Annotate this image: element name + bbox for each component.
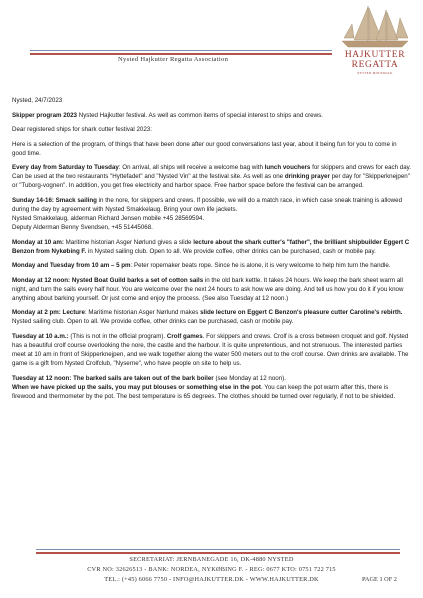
rope-paragraph: Monday and Tuesday from 10 am – 5 pm: Peter ropemaker beats rope. Since he is alone, it is very welcome to help him turn the handle.	[12, 262, 391, 270]
logo-subtitle: NYSTED MOLEDOCK	[357, 71, 393, 75]
tuesday-12-paragraph: Tuesday at 12 noon: The barked sails are taken out of the bark boiler (see Monday at 12 noon). When we have picked up the sails, you may put blouses or something else in the pot. You can keep the pot warm after this, there is firewood and thermometer by the pot. The best temperature is 65 degrees. The clothes should be turned over regularly, if not to be shielded.	[12, 374, 396, 400]
letter-date: Nysted, 24/7/2023	[12, 97, 63, 104]
letterhead	[0, 0, 423, 80]
logo	[334, 4, 416, 76]
header-rule-red	[30, 53, 332, 55]
greeting: Dear registered ships for shark cutter festival 2023:	[12, 126, 152, 134]
logo-title-line1: HAJKUTTER	[344, 50, 406, 60]
footer-rule-blue	[36, 549, 400, 550]
footer	[0, 544, 423, 598]
sunday-paragraph: Sunday 14-16: Smack sailing in the nore, for skippers and crews. If possible, we will do a match race, in which case sneak training is allowed during the day by agreement with Nysted Smakkelaug. Bring your own life jackets. Nysted Smakkelaug, alderman Richard Jensen mobile +45 28569594. Deputy Alderman Benny Svendsen, +45 51445068.	[12, 196, 403, 231]
page-number: PAGE 1 OF 2	[362, 576, 397, 583]
association-name: Nysted Hajkutter Regatta Association	[118, 56, 229, 63]
every-day-paragraph: Every day from Saturday to Tuesday: On arrival, all ships will receive a welcome bag with lunch vouchers for skippers and crews for each day. Can be used at the two restaurants "Hyttefadet" and "Nysted Vin" at the festival site. As well as one drinking prayer per day for "Skipperknejpen" or "Tuborg-vognen". In addition, you get free electricity and harbor space. Free harbor space before the festival can be arranged.	[12, 164, 412, 190]
sailing-ship-icon	[334, 4, 416, 50]
bark-paragraph: Monday at 12 noon: Nysted Boat Guild barks a set of cotton sails in the old bark kettle. It takes 24 hours. We keep the bark sheet warm all night, and turn the sails every half hour. You are welcome over the next 24 hours to ask how we are doing. And tell us how you do it if you know anything about barking yourself. Or just come and enjoy the process. (See also Tuesday at 12 noon.)	[12, 276, 404, 302]
footer-rule-red	[36, 552, 400, 554]
intro-paragraph: Skipper program 2023 Nysted Hajkutter festival. As well as common items of special interest to ships and crews.	[12, 111, 323, 119]
croquet-paragraph: Tuesday at 10 a.m.: (This is not in the official program). Crolf games. For skippers and crews. Crolf is a cross between croquet and golf. Nysted has a beautiful crolf course overlooking the nore, the castle and the harbour. It is quite unpretentious, and not strenuous. The interested parties meet at 10 am in front of Skipperknejpen, and we walk together along the water 500 meters out to the crolf course. Own drinks are available. The game is a gift from Nysted Crolfclub, "Nyserne", who have people on site to help us.	[12, 332, 409, 367]
footer-bank: CVR NO: 32626513 - BANK: NORDEA, NYKØBING F. - REG: 0677 KTO: 0751 722 715	[87, 566, 336, 573]
program-title: Skipper program 2023	[12, 111, 77, 119]
monday-2-paragraph: Monday at 2 pm: Lecture: Maritime historian Asger Nørlund makes slide lecture on Eggert C Benzon's pleasure cutter Caroline's rebirth. Nysted sailing club. Open to all. We provide coffee, other drinks can be purchased, cash or mobile pay.	[12, 309, 403, 326]
letter-body	[12, 96, 412, 406]
header-rule-blue	[30, 50, 332, 51]
footer-contact: TEL.: (+45) 6066 7750 - INFO@HAJKUTTER.DK - WWW.HAJKUTTER.DK	[104, 576, 319, 583]
monday-10-paragraph: Monday at 10 am: Maritime historian Asger Nørlund gives a slide lecture about the shark cutter's "father", the brilliant shipbuilder Eggert C Benzon from Nykøbing F. in Nysted sailing club. Open to all. We provide coffee, other drinks can be purchased, cash or mobile pay.	[12, 238, 410, 255]
logo-title-line2: REGATTA	[351, 60, 399, 70]
footer-address: SECRETARIAT: JERNBANEGADE 16, DK-4880 NYSTED	[129, 556, 294, 563]
selection-paragraph: Here is a selection of the program, of things that have been done after our good conversations last year, about it being fun for you to come in good time.	[12, 140, 397, 157]
